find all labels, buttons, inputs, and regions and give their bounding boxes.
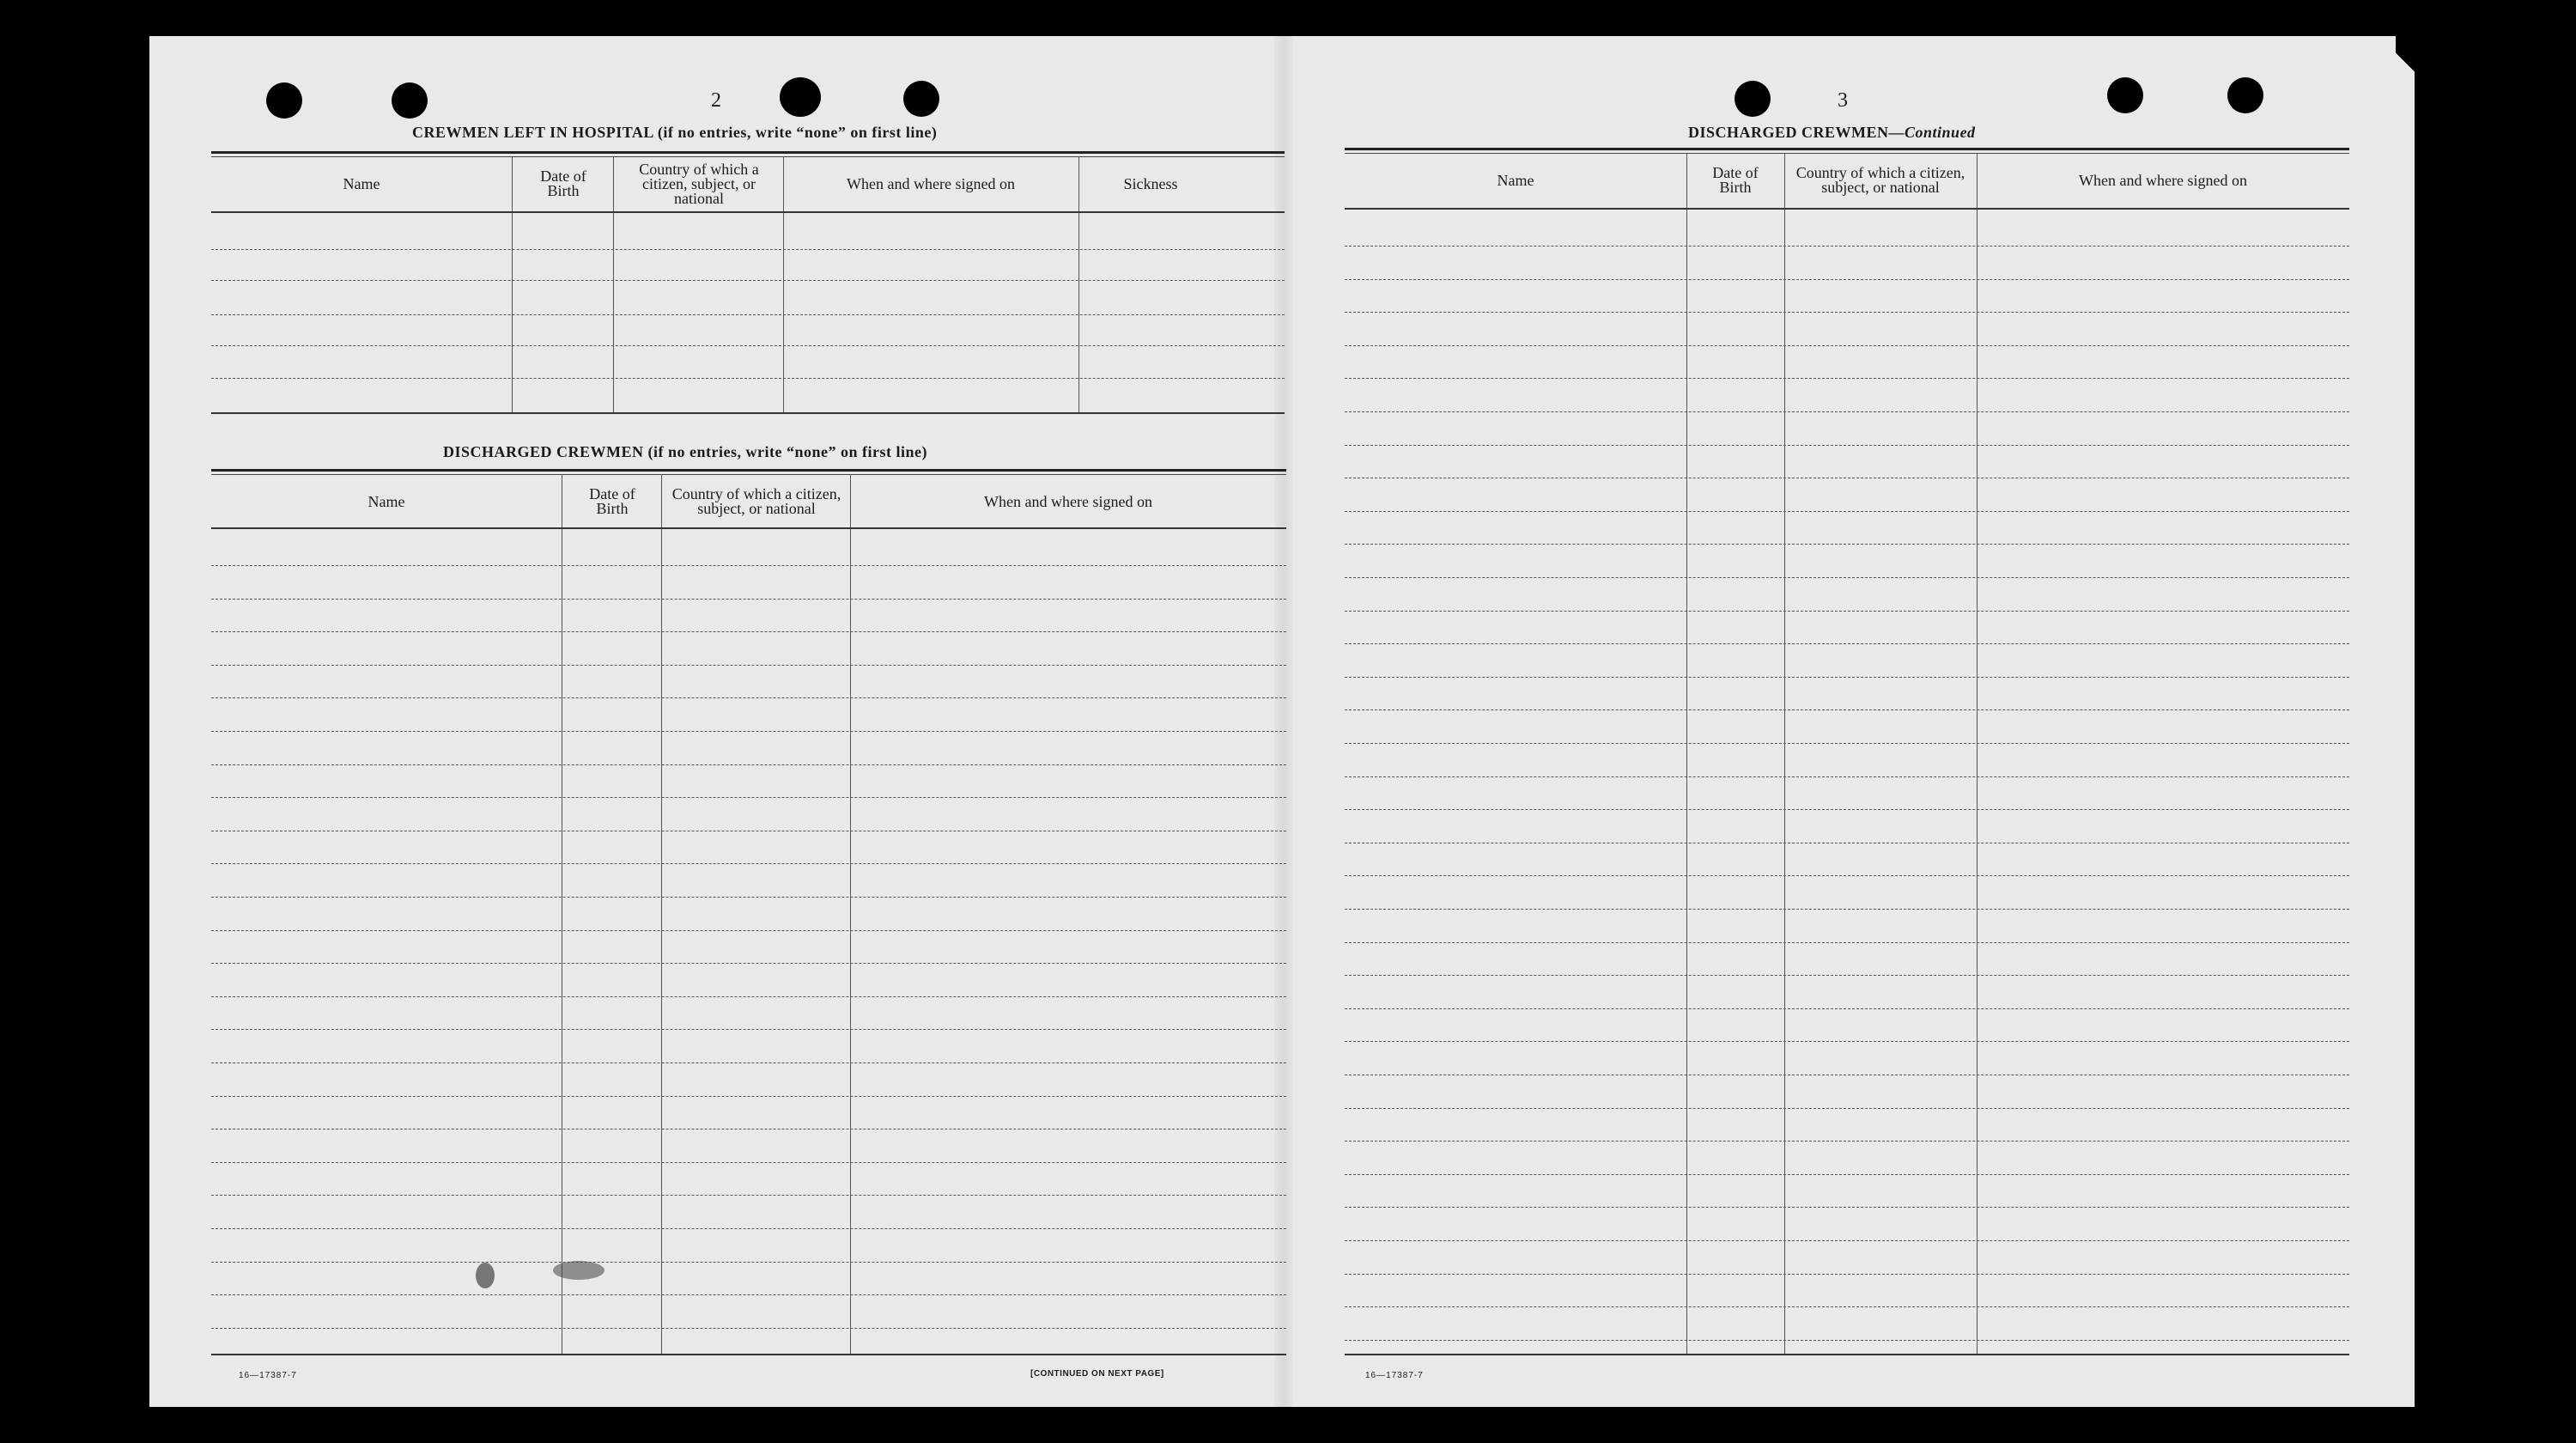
row-line (211, 345, 1285, 346)
row-line (211, 963, 1286, 964)
row-line (211, 1062, 1286, 1063)
row-line (1345, 411, 2349, 412)
punch-hole (2227, 77, 2263, 113)
table-bottom-rule (211, 412, 1285, 414)
column-divider (512, 156, 513, 414)
discharged-instruction: (if no entries, write “none” on first line) (647, 443, 927, 460)
row-line (211, 1096, 1286, 1097)
row-line (1345, 709, 2349, 710)
row-line (211, 1294, 1286, 1295)
row-line (1345, 611, 2349, 612)
column-header-country: Country of which a citizen, subject, or national (639, 160, 759, 207)
punch-hole (392, 82, 428, 119)
row-line (211, 1029, 1286, 1030)
column-header-sickness: Sickness (1123, 174, 1178, 192)
row-line (1345, 345, 2349, 346)
row-line (1345, 1174, 2349, 1175)
row-line (211, 797, 1286, 798)
table-top-rule (211, 469, 1286, 472)
row-line (1345, 975, 2349, 976)
row-line (1345, 1340, 2349, 1341)
row-line (1345, 909, 2349, 910)
row-line (1345, 1008, 2349, 1009)
row-line (211, 996, 1286, 997)
hospital-title-text: CREWMEN LEFT IN HOSPITAL (412, 124, 653, 141)
row-line (211, 1162, 1286, 1163)
header-rule (211, 211, 1285, 213)
punch-hole (780, 77, 821, 117)
row-line (211, 1328, 1286, 1329)
row-line (1345, 1108, 2349, 1109)
row-line (211, 665, 1286, 666)
row-line (211, 863, 1286, 864)
document-paper (149, 36, 2415, 1407)
row-line (211, 599, 1286, 600)
row-line (1345, 942, 2349, 943)
row-line (211, 764, 1286, 765)
column-header-signed-on: When and where signed on (2079, 171, 2247, 189)
row-line (1345, 445, 2349, 446)
row-line (211, 897, 1286, 898)
row-line (211, 1262, 1286, 1263)
row-line (211, 1195, 1286, 1196)
form-code: 16—17387-7 (239, 1371, 297, 1380)
row-line (211, 565, 1286, 566)
form-code: 16—17387-7 (1365, 1371, 1424, 1380)
row-line (1345, 544, 2349, 545)
column-divider (661, 474, 662, 1355)
row-line (211, 697, 1286, 698)
row-line (1345, 279, 2349, 280)
row-line (1345, 809, 2349, 810)
column-header-date-of-birth: Date of Birth (1712, 164, 1759, 196)
row-line (1345, 1207, 2349, 1208)
column-header-country: Country of which a citizen, subject, or national (1795, 164, 1965, 196)
punch-hole (903, 81, 939, 117)
table-top-rule-thin (211, 156, 1285, 157)
row-line (1345, 1274, 2349, 1275)
hospital-table (211, 151, 1285, 454)
row-line (1345, 875, 2349, 876)
hospital-section-title (412, 124, 937, 142)
column-header-country: Country of which a citizen, subject, or national (671, 485, 841, 517)
column-header-signed-on: When and where signed on (984, 492, 1152, 510)
table-bottom-rule (211, 1354, 1286, 1355)
punch-hole (266, 82, 302, 119)
continued-suffix: —Continued (1888, 124, 1976, 141)
row-line (1345, 1041, 2349, 1042)
row-line (211, 731, 1286, 732)
row-line (1345, 1141, 2349, 1142)
page-number: 3 (1838, 89, 1848, 112)
header-rule (1345, 208, 2349, 210)
table-bottom-rule (1345, 1354, 2349, 1355)
table-top-rule-thin (1345, 153, 2349, 154)
column-header-name: Name (368, 492, 405, 510)
row-line (211, 280, 1285, 281)
row-line (211, 631, 1286, 632)
column-divider (613, 156, 614, 414)
row-line (1345, 312, 2349, 313)
discharged-title-text: DISCHARGED CREWMEN (443, 443, 644, 460)
row-line (1345, 1306, 2349, 1307)
row-line (211, 249, 1285, 250)
header-rule (211, 527, 1286, 529)
row-line (1345, 743, 2349, 744)
discharged-continued-table (1345, 148, 2349, 1359)
row-line (1345, 511, 2349, 512)
punch-hole (2107, 77, 2143, 113)
row-line (211, 378, 1285, 379)
table-top-rule-thin (211, 474, 1286, 475)
table-top-rule (211, 151, 1285, 154)
column-header-date-of-birth: Date of Birth (589, 485, 635, 517)
row-line (1345, 677, 2349, 678)
discharged-continued-title (1688, 124, 1976, 142)
discharged-continued-title-text: DISCHARGED CREWMEN (1688, 124, 1889, 141)
continued-note: [CONTINUED ON NEXT PAGE] (1030, 1369, 1164, 1379)
row-line (1345, 643, 2349, 644)
column-header-name: Name (1497, 171, 1534, 189)
column-header-date-of-birth: Date of Birth (540, 167, 586, 199)
punch-hole (1735, 81, 1771, 117)
discharged-table (211, 469, 1286, 1362)
row-line (211, 930, 1286, 931)
column-header-name: Name (343, 174, 380, 192)
ink-smudge (476, 1263, 495, 1288)
row-line (1345, 1240, 2349, 1241)
column-divider (850, 474, 851, 1355)
ink-smudge (553, 1261, 605, 1280)
table-top-rule (1345, 148, 2349, 150)
discharged-section-title (443, 443, 927, 461)
row-line (1345, 577, 2349, 578)
row-line (1345, 776, 2349, 777)
hospital-instruction: (if no entries, write “none” on first line) (657, 124, 938, 141)
row-line (1345, 246, 2349, 247)
page-number: 2 (711, 89, 721, 112)
row-line (211, 1228, 1286, 1229)
row-line (211, 314, 1285, 315)
column-header-signed-on: When and where signed on (847, 174, 1015, 192)
row-line (1345, 378, 2349, 379)
